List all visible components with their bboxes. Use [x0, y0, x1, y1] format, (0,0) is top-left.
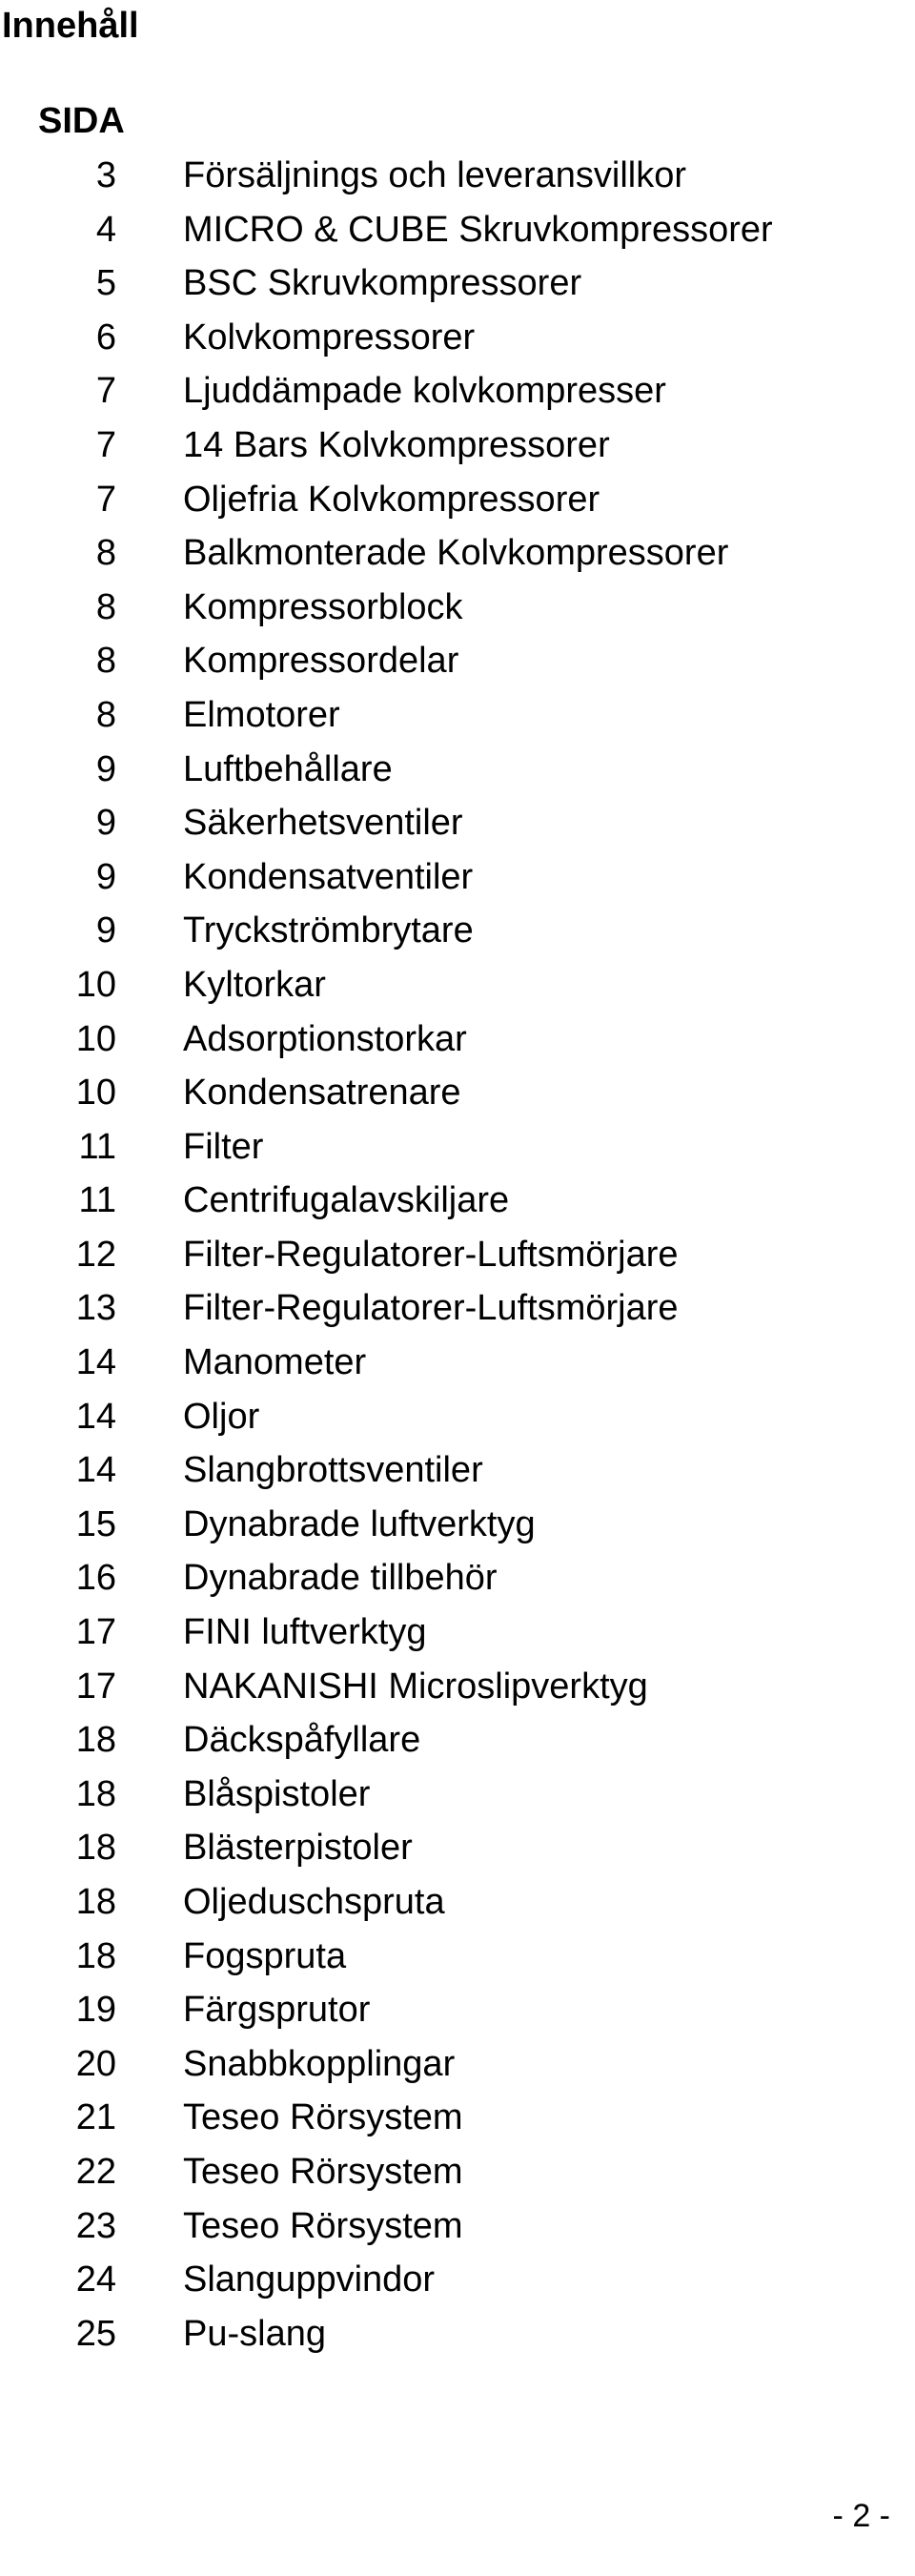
toc-entry	[0, 2205, 915, 2262]
toc-entry-title: Dynabrade luftverktyg	[183, 1503, 536, 1544]
toc-entry-title: Luftbehållare	[183, 748, 393, 789]
toc-entry	[0, 1396, 915, 1453]
toc-entry	[0, 1614, 915, 1668]
toc-entry	[0, 748, 915, 806]
toc-entry-title: Oljor	[183, 1396, 260, 1437]
toc-entry-page: 18	[75, 1882, 116, 1922]
toc-entry-title: Manometer	[183, 1342, 367, 1383]
toc-entry-title: Fogspruta	[183, 1935, 347, 1976]
toc-entry-title: Balkmonterade Kolvkompressorer	[183, 533, 729, 574]
toc-entry-page: 18	[75, 1935, 116, 1976]
toc-entry	[0, 265, 915, 319]
toc-entry-title: Kondensatrenare	[183, 1073, 461, 1114]
toc-entry-title: Kompressordelar	[183, 641, 459, 682]
toc-entry	[0, 1452, 915, 1506]
toc-entry-title: Adsorptionstorkar	[183, 1018, 467, 1059]
toc-entry	[0, 1018, 915, 1075]
toc-entry-page: 10	[75, 964, 116, 1005]
toc-entry-page: 11	[78, 1180, 116, 1221]
toc-entry	[0, 1992, 915, 2046]
toc-entry-title: FINI luftverktyg	[183, 1612, 427, 1653]
toc-entry	[0, 157, 915, 212]
toc-entry-title: Oljefria Kolvkompressorer	[183, 479, 600, 520]
toc-entry-page: 13	[75, 1288, 116, 1329]
toc-entry-title: Elmotorer	[183, 694, 340, 735]
toc-entry-title: Tryckströmbrytare	[183, 910, 474, 951]
toc-entry-page: 18	[75, 1828, 116, 1869]
toc-entry	[0, 912, 915, 967]
toc-entry-title: Däckspåfyllare	[183, 1720, 421, 1761]
toc-entry	[0, 1503, 915, 1561]
toc-entry-page: 23	[75, 2205, 116, 2246]
toc-entry-page: 14	[75, 1342, 116, 1383]
toc-entry-title: Blästerpistoler	[183, 1828, 413, 1869]
toc-entry-title: Ljuddämpade kolvkompresser	[183, 371, 666, 412]
toc-entry-page: 10	[75, 1073, 116, 1114]
toc-entry-page: 18	[75, 1720, 116, 1761]
toc-entry-page: 8	[95, 694, 116, 735]
toc-entry	[0, 1234, 915, 1291]
toc-entry-page: 9	[95, 748, 116, 789]
toc-entry	[0, 1344, 915, 1399]
toc-entry-title: Filter-Regulatorer-Luftsmörjare	[183, 1288, 679, 1329]
toc-entry-title: Teseo Rörsystem	[183, 2151, 463, 2192]
toc-entry-page: 7	[95, 371, 116, 412]
toc-entry	[0, 964, 915, 1021]
toc-entry-title: Snabbkopplingar	[183, 2043, 456, 2084]
toc-entry-title: NAKANISHI Microslipverktyg	[183, 1666, 648, 1707]
toc-entry-page: 17	[75, 1666, 116, 1707]
toc-entry-title: Oljeduschspruta	[183, 1882, 445, 1922]
toc-entry-title: BSC Skruvkompressorer	[183, 263, 582, 304]
toc-entry-page: 8	[95, 533, 116, 574]
toc-entry	[0, 319, 915, 374]
toc-entry	[0, 856, 915, 913]
toc-entry	[0, 1560, 915, 1614]
toc-entry-page: 12	[75, 1234, 116, 1275]
toc-entry	[0, 373, 915, 427]
toc-entry	[0, 694, 915, 751]
page-number: - 2 -	[832, 2498, 890, 2534]
toc-entry-page: 9	[95, 803, 116, 844]
toc-entry	[0, 1126, 915, 1183]
toc-entry-page: 21	[75, 2097, 116, 2138]
toc-entry	[0, 643, 915, 697]
toc-entry	[0, 1074, 915, 1129]
toc-entry-page: 14	[75, 1450, 116, 1491]
toc-entry-page: 14	[75, 1396, 116, 1437]
toc-entry-page: 18	[75, 1773, 116, 1814]
toc-entry	[0, 1290, 915, 1344]
toc-entry-title: Filter-Regulatorer-Luftsmörjare	[183, 1234, 679, 1275]
toc-entry	[0, 1722, 915, 1776]
toc-entry-page: 9	[95, 910, 116, 951]
toc-entry	[0, 1935, 915, 1993]
toc-entry-title: Blåspistoler	[183, 1773, 371, 1814]
toc-entry-title: Kyltorkar	[183, 964, 326, 1005]
toc-entry-title: Slanguppvindor	[183, 2259, 436, 2300]
toc-entry	[0, 2099, 915, 2154]
toc-entry	[0, 209, 915, 266]
toc-entry	[0, 2151, 915, 2208]
toc-entry-title: MICRO & CUBE Skruvkompressorer	[183, 209, 773, 250]
toc-entry-title: Filter	[183, 1126, 264, 1167]
toc-entry	[0, 1884, 915, 1938]
toc-entry-page: 22	[75, 2151, 116, 2192]
table-of-contents	[0, 157, 915, 2369]
toc-entry-page: 9	[95, 856, 116, 897]
toc-entry-page: 8	[95, 641, 116, 682]
toc-entry-title: Teseo Rörsystem	[183, 2097, 463, 2138]
toc-entry	[0, 1182, 915, 1237]
toc-entry-page: 16	[75, 1558, 116, 1599]
toc-entry-title: 14 Bars Kolvkompressorer	[183, 424, 610, 465]
toc-entry	[0, 535, 915, 589]
toc-entry	[0, 805, 915, 859]
toc-entry-page: 4	[95, 209, 116, 250]
toc-entry-title: Pu-slang	[183, 2313, 326, 2354]
toc-entry	[0, 1830, 915, 1884]
toc-entry	[0, 2043, 915, 2100]
toc-entry-title: Kompressorblock	[183, 586, 463, 627]
toc-entry-page: 3	[95, 155, 116, 195]
toc-entry-page: 19	[75, 1990, 116, 2031]
toc-entry	[0, 586, 915, 644]
toc-entry-page: 15	[75, 1503, 116, 1544]
toc-entry-page: 6	[95, 317, 116, 358]
toc-entry	[0, 424, 915, 481]
toc-entry-title: Slangbrottsventiler	[183, 1450, 483, 1491]
toc-entry-page: 7	[95, 479, 116, 520]
page-column-header: SIDA	[38, 101, 125, 141]
toc-entry-title: Säkerhetsventiler	[183, 803, 463, 844]
toc-entry-page: 17	[75, 1612, 116, 1653]
toc-entry-title: Kolvkompressorer	[183, 317, 476, 358]
toc-entry-page: 11	[78, 1126, 116, 1167]
toc-entry-page: 8	[95, 586, 116, 627]
toc-entry	[0, 481, 915, 536]
toc-entry-page: 20	[75, 2043, 116, 2084]
toc-entry-page: 24	[75, 2259, 116, 2300]
toc-entry	[0, 1668, 915, 1723]
toc-entry-title: Försäljnings och leveransvillkor	[183, 155, 686, 195]
page-title: Innehåll	[2, 6, 139, 46]
toc-entry	[0, 2261, 915, 2316]
toc-entry-page: 7	[95, 424, 116, 465]
toc-entry-title: Kondensatventiler	[183, 856, 474, 897]
toc-entry-title: Dynabrade tillbehör	[183, 1558, 498, 1599]
toc-entry-title: Centrifugalavskiljare	[183, 1180, 510, 1221]
toc-entry	[0, 2313, 915, 2370]
toc-entry-title: Färgsprutor	[183, 1990, 371, 2031]
toc-entry-page: 5	[95, 263, 116, 304]
toc-entry-title: Teseo Rörsystem	[183, 2205, 463, 2246]
toc-entry	[0, 1773, 915, 1830]
toc-entry-page: 10	[75, 1018, 116, 1059]
toc-entry-page: 25	[75, 2313, 116, 2354]
